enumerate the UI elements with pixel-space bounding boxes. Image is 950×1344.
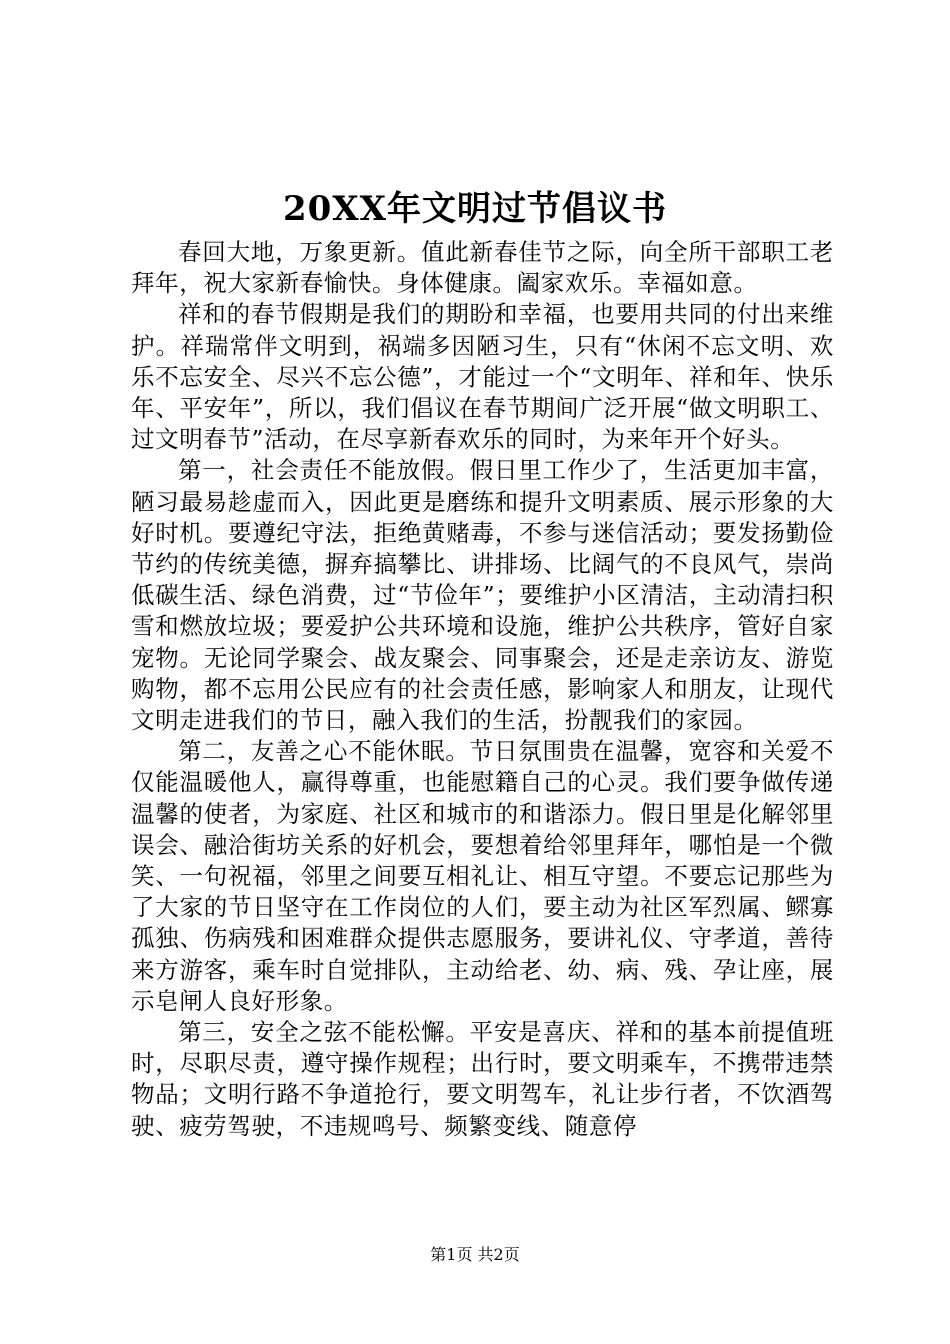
document-title: 20XX年文明过节倡议书 [282,189,668,229]
page-number-footer: 第1页 共2页 [430,1245,520,1264]
paragraph-first-point: 第一，社会责任不能放假。假日里工作少了，生活更加丰富，陋习最易趁虚而入，因此更是磨练和提升文明素质、展示形象的大好时机。要遵纪守法，拒绝黄赌毒，不参与迷信活动；要发扬勤俭节约的传统美德，摒弃搞攀比、讲排场、比阔气的不良风气，崇尚低碳生活、绿色消费，过“节俭年”；要维护小区清洁，主动清扫积雪和燃放垃圾；要爱护公共环境和设施，维护公共秩序，管好自家宠物。无论同学聚会、战友聚会、同事聚会，还是走亲访友、游览购物，都不忘用公民应有的社会责任感，影响家人和朋友，让现代文明走进我们的节日，融入我们的生活，扮靓我们的家园。 [131,456,834,735]
paragraph-greeting: 春回大地，万象更新。值此新春佳节之际，向全所干部职工老拜年，祝大家新春愉快。身体健康。阖家欢乐。幸福如意。 [131,238,834,298]
paragraph-initiative: 祥和的春节假期是我们的期盼和幸福，也要用共同的付出来维护。祥瑞常伴文明到，祸端多因陋习生，只有“休闲不忘文明、欢乐不忘安全、尽兴不忘公德”，才能过一个“文明年、祥和年、快乐年、平安年”，所以，我们倡议在春节期间广泛开展“做文明职工、过文明春节”活动，在尽享新春欢乐的同时，为来年开个好头。 [131,300,834,454]
paragraph-second-point: 第二，友善之心不能休眠。节日氛围贵在温馨，宽容和关爱不仅能温暖他人，赢得尊重，也能慰籍自己的心灵。我们要争做传递温馨的使者，为家庭、社区和城市的和谐添力。假日里是化解邻里误会、融洽街坊关系的好机会，要想着给邻里拜年，哪怕是一个微笑、一句祝福，邻里之间要互相礼让、相互守望。不要忘记那些为了大家的节日坚守在工作岗位的人们，要主动为社区军烈属、鳏寡孤独、伤病残和困难群众提供志愿服务，要讲礼仪、守孝道，善待来方游客，乘车时自觉排队，主动给老、幼、病、残、孕让座，展示皂闸人良好形象。 [131,737,834,1015]
paragraph-third-point: 第三，安全之弦不能松懈。平安是喜庆、祥和的基本前提值班时，尽职尽责，遵守操作规程；出行时，要文明乘车，不携带违禁物品；文明行路不争道抢行，要文明驾车，礼让步行者，不饮酒驾驶、疲劳驾驶，不违规鸣号、频繁变线、随意停 [131,1018,834,1140]
document-body [131,237,834,1142]
